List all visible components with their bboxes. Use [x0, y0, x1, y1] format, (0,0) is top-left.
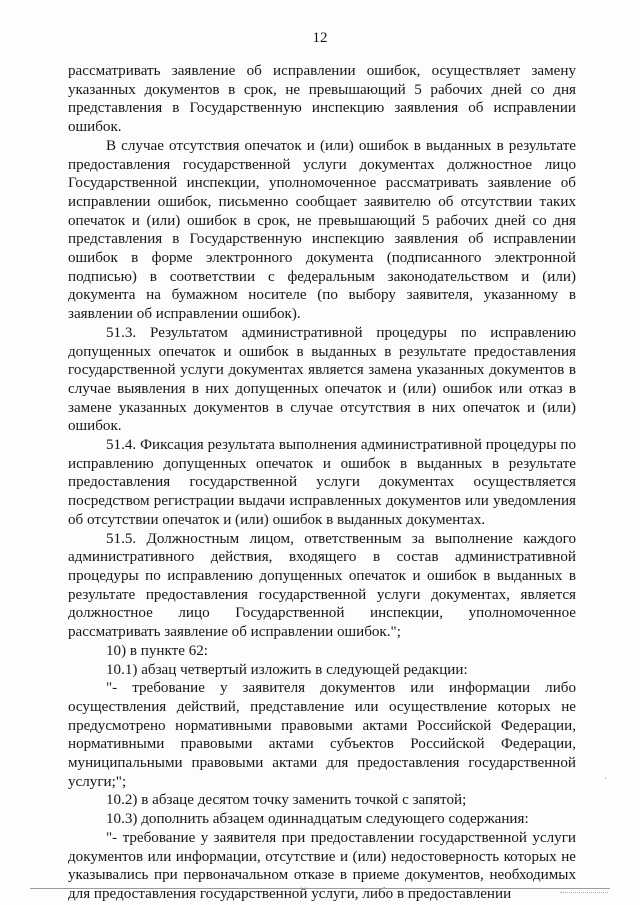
paragraph: 10.2) в абзаце десятом точку заменить точкой с запятой;	[106, 792, 467, 809]
document-body	[68, 62, 576, 904]
paragraph: 51.4. Фиксация результата выполнения административной процедуры по исправлению допущенных опечаток и ошибок в выданных в результате предоставления государственной услуги документах осуществляется посредством регистрации выдачи исправленных документов или уведомления об отсутствии опечаток и (или) ошибок в выданных документах.	[68, 437, 576, 528]
paragraph: рассматривать заявление об исправлении ошибок, осуществляет замену указанных документов в срок, не превышающий 5 рабочих дней со дня представления в Государственную инспекцию заявления об исправлении ошибок.	[68, 63, 576, 136]
paragraph: В случае отсутствия опечаток и (или) ошибок в выданных в результате предоставления государственной услуги документах должностное лицо Государственной инспекции, уполномоченное рассматривать заявление об исправлении ошибок, письменно сообщает заявителю об отсутствии таких опечаток и (или) ошибок в срок, не превышающий 5 рабочих дней со дня представления в Государственную инспекцию заявления об исправлении ошибок в форме электронного документа (подписанного электронной подписью) в соответствии с федеральным законодательством и (или) документа на бумажном носителе (по выбору заявителя, указанному в заявлении об исправлении ошибок).	[68, 137, 576, 323]
bottom-rule-dotted	[560, 892, 608, 893]
paragraph: 51.5. Должностным лицом, ответственным за выполнение каждого административного действия, входящего в состав административной процедуры по исправлению допущенных опечаток и ошибок в выданных в результате предоставления государственной услуги документах, является должностное лицо Государственной инспекции, уполномоченное рассматривать заявление об исправлении ошибок.";	[68, 530, 576, 641]
paragraph: 10.3) дополнить абзацем одиннадцатым следующего содержания:	[106, 811, 529, 828]
paragraph: 10) в пункте 62:	[106, 642, 208, 659]
paragraph: "- требование у заявителя документов или информации либо осуществления действий, представление или осуществление которых не предусмотрено нормативными правовыми актами Российской Федерации, нормативными правовыми актами субъектов Российской Федерации, муниципальными правовыми актами для предоставления государственной услуги;";	[68, 680, 576, 790]
bottom-rule	[30, 888, 610, 889]
page-number: 12	[312, 30, 328, 46]
scan-speck: ·	[604, 773, 607, 783]
paragraph: 10.1) абзац четвертый изложить в следующей редакции:	[106, 661, 468, 678]
paragraph: "- требование у заявителя при предоставлении государственной услуги документов или информации, отсутствие и (или) недостоверность которых не указывались при первоначальном отказе в приеме документов, необходимых для предоставления государственной услуги, либо в предоставлении	[68, 829, 576, 902]
paragraph: 51.3. Результатом административной процедуры по исправлению допущенных опечаток и ошибок в выданных в результате предоставления государственной услуги документах является замена указанных документов в случае выявления в них допущенных опечаток и (или) ошибок или отказ в замене указанных документов в случае отсутствия в них опечаток и (или) ошибок.	[68, 324, 576, 435]
